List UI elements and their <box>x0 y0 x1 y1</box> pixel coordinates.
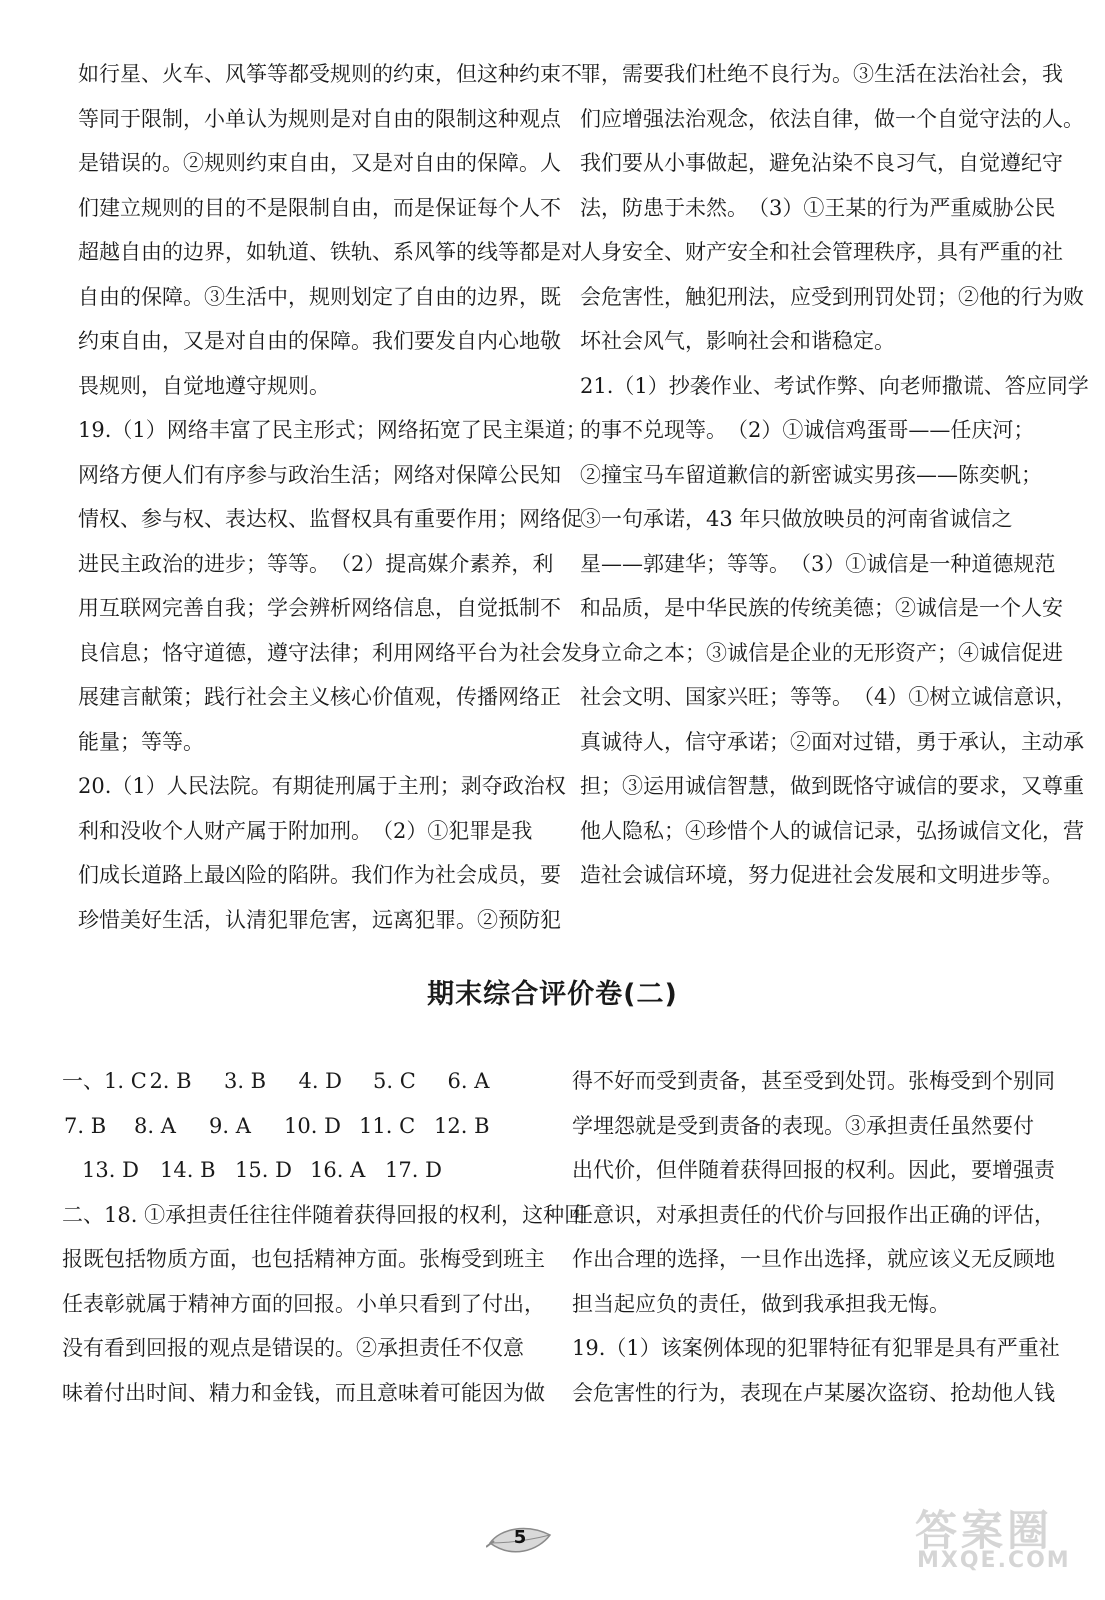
text-line: 学埋怨就是受到责备的表现。③承担责任虽然要付 <box>572 1113 1034 1138</box>
mc-answer: 3. B <box>223 1069 267 1093</box>
text-line: 19.（1）网络丰富了民主形式；网络拓宽了民主渠道； <box>78 418 587 442</box>
text-line: 们应增强法治观念，依法自律，做一个自觉守法的人。 <box>580 106 1084 131</box>
text-line: 自由的保障。③生活中，规则划定了自由的边界，既 <box>78 284 561 309</box>
text-line: 罪，需要我们杜绝不良行为。③生活在法治社会，我 <box>580 62 1063 86</box>
text-line: 担当起应负的责任，做到我承担我无悔。 <box>572 1291 950 1316</box>
text-line: 网络方便人们有序参与政治生活；网络对保障公民知 <box>78 462 561 487</box>
answer-column-bottom-left <box>62 1059 586 1415</box>
text-line: 们建立规则的目的不是限制自由，而是保证每个人不 <box>78 195 561 220</box>
multiple-choice-answers <box>62 1059 522 1193</box>
mc-answer: 5. C <box>372 1069 416 1093</box>
text-line: 星——郭建华；等等。 （3）①诚信是一种道德规范 <box>580 551 1056 576</box>
text-line: 法，防患于未然。 （3）①王某的行为严重威胁公民 <box>580 195 1056 220</box>
text-line: 得不好而受到责备，甚至受到处罚。张梅受到个别同 <box>572 1069 1055 1093</box>
answer-column-top-left <box>78 52 587 942</box>
text-line: 人身安全、财产安全和社会管理秩序，具有严重的社 <box>580 240 1063 264</box>
mc-answer: 7. B <box>64 1113 107 1138</box>
text-line: 真诚待人，信守承诺；②面对过错，勇于承认，主动承 <box>580 729 1084 754</box>
mc-answer: 16. A <box>310 1158 366 1182</box>
text-line: 畏规则，自觉地遵守规则。 <box>78 373 330 398</box>
mc-answer: 4. D <box>298 1069 343 1093</box>
text-line: 珍惜美好生活，认清犯罪危害，远离犯罪。②预防犯 <box>78 907 561 932</box>
mc-answer: 一、1. C <box>62 1069 147 1093</box>
answer-column-bottom-right <box>572 1059 1060 1415</box>
text-line: 任意识，对承担责任的代价与回报作出正确的评估， <box>572 1202 1055 1227</box>
text-line: 担；③运用诚信智慧，做到既恪守诚信的要求，又尊重 <box>580 774 1084 798</box>
text-line: 利和没收个人财产属于附加刑。 （2）①犯罪是我 <box>78 818 533 843</box>
text-line: 展建言献策；践行社会主义核心价值观，传播网络正 <box>78 685 561 709</box>
text-line: 身立命之本；③诚信是企业的无形资产；④诚信促进 <box>580 640 1063 665</box>
page-number: 5 <box>513 1527 527 1548</box>
text-line: 是错误的。②规则约束自由，又是对自由的保障。人 <box>78 151 561 175</box>
text-line: 19.（1）该案例体现的犯罪特征有犯罪是具有严重社 <box>572 1336 1060 1360</box>
text-line: 我们要从小事做起，避免沾染不良习气，自觉遵纪守 <box>580 151 1063 175</box>
mc-answer: 12. B <box>434 1113 490 1138</box>
mc-answer: 15. D <box>235 1158 292 1182</box>
text-line: 如行星、火车、风筝等都受规则的约束，但这种约束不 <box>78 62 582 86</box>
text-line: 会危害性，触犯刑法，应受到刑罚处罚；②他的行为败 <box>580 284 1084 309</box>
text-line: 作出合理的选择，一旦作出选择，就应该义无反顾地 <box>572 1247 1055 1271</box>
mc-answer-row <box>62 1059 522 1104</box>
mc-answer-row <box>62 1148 522 1193</box>
text-line: 出代价，但伴随着获得回报的权利。因此，要增强责 <box>572 1158 1055 1182</box>
answer-column-top-right <box>580 52 1089 898</box>
text-line: 情权、参与权、表达权、监督权具有重要作用；网络促 <box>78 507 582 531</box>
text-line: 会危害性的行为，表现在卢某屡次盗窃、抢劫他人钱 <box>572 1380 1055 1405</box>
mc-answer: 2. B <box>149 1069 192 1093</box>
text-line: 的事不兑现等。 （2）①诚信鸡蛋哥——任庆河； <box>580 418 1035 442</box>
page-number-badge <box>486 1521 554 1561</box>
text-line: ②撞宝马车留道歉信的新密诚实男孩——陈奕帆； <box>580 462 1042 487</box>
text-line: 超越自由的边界，如轨道、铁轨、系风筝的线等都是对 <box>78 240 582 264</box>
text-line: 进民主政治的进步；等等。 （2）提高媒介素养，利 <box>78 551 554 576</box>
text-line: 用互联网完善自我；学会辨析网络信息，自觉抵制不 <box>78 596 561 620</box>
text-line: 味着付出时间、精力和金钱，而且意味着可能因为做 <box>62 1380 545 1405</box>
text-line: 二、18. ①承担责任往往伴随着获得回报的权利，这种回 <box>62 1202 586 1227</box>
mc-answer: 10. D <box>284 1113 341 1138</box>
text-line: 们成长道路上最凶险的陷阱。我们作为社会成员，要 <box>78 863 561 887</box>
text-line: 任表彰就属于精神方面的回报。小单只看到了付出， <box>62 1291 545 1316</box>
text-line: 21.（1）抄袭作业、考试作弊、向老师撒谎、答应同学 <box>580 373 1089 398</box>
text-line: 坏社会风气，影响社会和谐稳定。 <box>580 329 895 353</box>
watermark <box>897 1498 1071 1578</box>
text-line: 20.（1）人民法院。有期徒刑属于主刑；剥夺政治权 <box>78 774 566 798</box>
text-line: 造社会诚信环境，努力促进社会发展和文明进步等。 <box>580 863 1063 887</box>
mc-answer: 9. A <box>209 1113 251 1138</box>
answer-text-bottom-left <box>62 1193 586 1416</box>
watermark-url: MXQE.COM <box>917 1548 1071 1573</box>
text-line: 报既包括物质方面，也包括精神方面。张梅受到班主 <box>62 1247 545 1271</box>
text-line: 社会文明、国家兴旺；等等。 （4）①树立诚信意识， <box>580 685 1077 709</box>
text-line: 良信息；恪守道德，遵守法律；利用网络平台为社会发 <box>78 640 582 665</box>
text-line: 他人隐私；④珍惜个人的诚信记录，弘扬诚信文化，营 <box>580 818 1084 843</box>
mc-answer: 14. B <box>160 1158 216 1182</box>
mc-answer: 17. D <box>385 1158 442 1182</box>
mc-answer: 8. A <box>134 1113 176 1138</box>
mc-answer-row <box>62 1104 522 1149</box>
mc-answer: 13. D <box>82 1158 139 1182</box>
text-line: 没有看到回报的观点是错误的。②承担责任不仅意 <box>62 1336 524 1360</box>
text-line: 和品质，是中华民族的传统美德；②诚信是一个人安 <box>580 596 1063 620</box>
mc-answer: 6. A <box>447 1069 490 1093</box>
text-line: 等同于限制，小单认为规则是对自由的限制这种观点 <box>78 106 561 131</box>
text-line: 能量；等等。 <box>78 729 204 754</box>
watermark-logo-text: 答案圈 <box>915 1506 1054 1555</box>
section-title: 期末综合评价卷(二) <box>427 979 678 1010</box>
mc-answer: 11. C <box>359 1113 416 1138</box>
text-line: 约束自由，又是对自由的保障。我们要发自内心地敬 <box>78 329 561 353</box>
text-line: ③一句承诺，43 年只做放映员的河南省诚信之 <box>580 507 1013 531</box>
